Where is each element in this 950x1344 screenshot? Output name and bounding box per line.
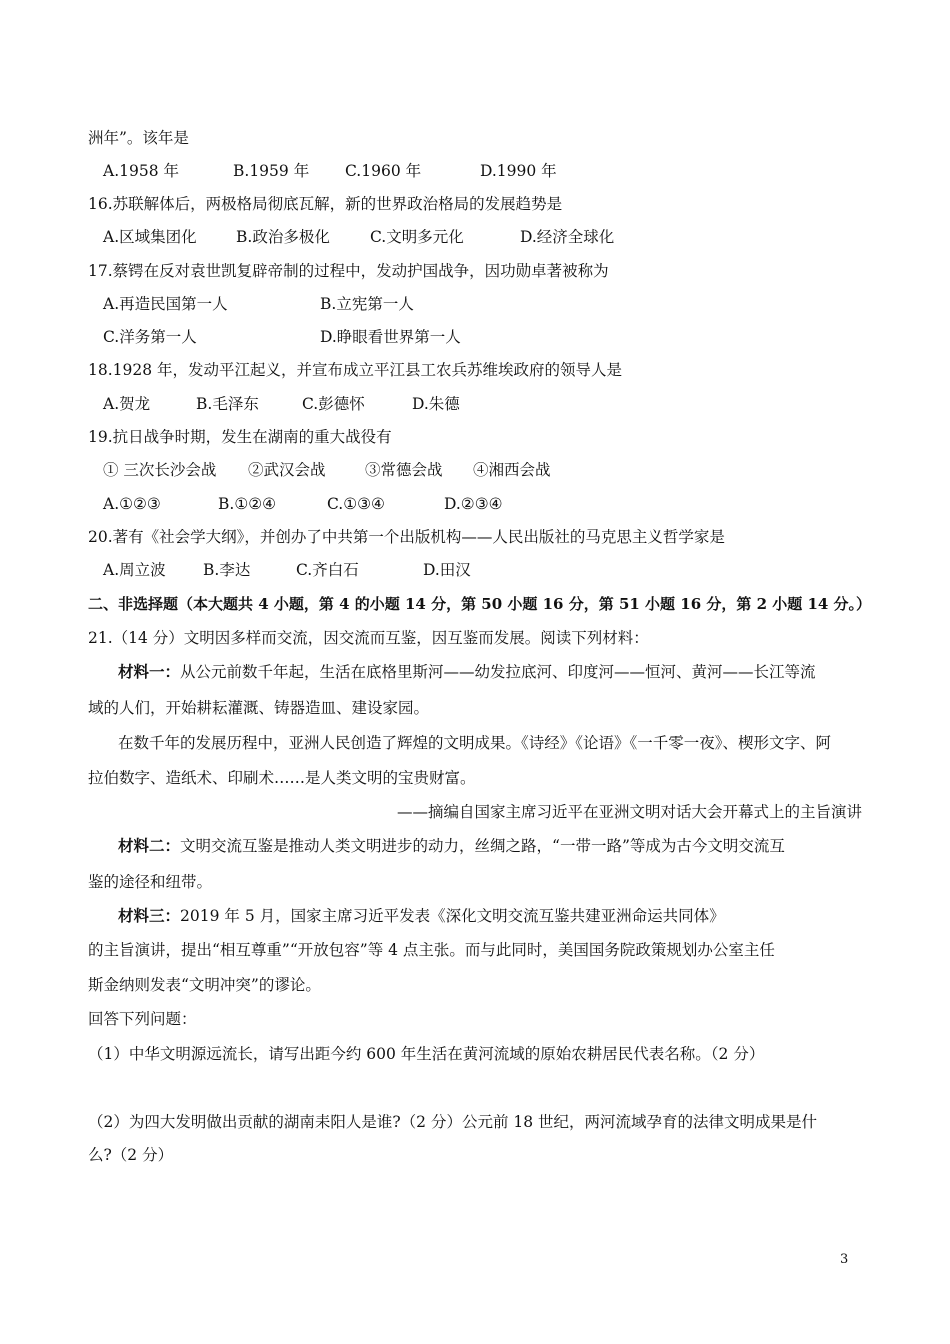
question-16: 16.苏联解体后，两极格局彻底瓦解，新的世界政治格局的发展趋势是 — [88, 195, 563, 213]
item: ②武汉会战 — [248, 461, 326, 479]
material-text: 2019 年 5 月，国家主席习近平发表《深化文明交流互鉴共建亚洲命运共同体》 — [180, 907, 725, 925]
material-1-line-4: 拉伯数字、造纸术、印刷术……是人类文明的宝贵财富。 — [88, 769, 476, 787]
q19-options — [103, 494, 503, 514]
material-1-line-3: 在数千年的发展历程中，亚洲人民创造了辉煌的文明成果。《诗经》《论语》《一千零一夜》、楔形文字、阿 — [118, 734, 832, 752]
q15-options — [103, 161, 557, 181]
option: A.再造民国第一人 — [103, 295, 228, 313]
option: C.齐白石 — [296, 561, 359, 579]
option: C.文明多元化 — [370, 228, 464, 246]
question-19: 19.抗日战争时期，发生在湖南的重大战役有 — [88, 428, 392, 446]
material-1-line-2: 域的人们，开始耕耘灌溉、铸器造皿、建设家园。 — [88, 699, 430, 717]
material-2-line-2: 鉴的途径和纽带。 — [88, 873, 213, 891]
option: C.洋务第一人 — [103, 328, 197, 346]
option: D.②③④ — [444, 495, 503, 513]
answer-prompt: 回答下列问题： — [88, 1010, 197, 1028]
option: C.彭德怀 — [302, 395, 365, 413]
material-2-line-1 — [118, 836, 785, 856]
option: B.1959 年 — [233, 162, 310, 180]
item: ③常德会战 — [365, 461, 443, 479]
section-heading: 二、非选择题（本大题共 4 小题，第 4 的小题 14 分，第 50 小题 16 分，第 51 小题 16 分，第 2 小题 14 分。） — [88, 595, 872, 613]
question-17: 17.蔡锷在反对袁世凯复辟帝制的过程中，发动护国战争，因功勋卓著被称为 — [88, 262, 609, 280]
material-label: 材料一： — [118, 662, 181, 681]
q16-options — [103, 227, 614, 247]
sub-question-2-line-1: （2）为四大发明做出贡献的湖南耒阳人是谁?（2 分）公元前 18 世纪，两河流域孕育的法律文明成果是什 — [88, 1113, 818, 1131]
option: A.1958 年 — [103, 162, 179, 180]
option: D.田汉 — [423, 561, 471, 579]
material-3-line-3: 斯金纳则发表“文明冲突”的谬论。 — [88, 976, 321, 994]
material-label: 材料三： — [118, 906, 181, 925]
option: D.1990 年 — [480, 162, 557, 180]
q20-options — [103, 560, 471, 580]
option: D.经济全球化 — [520, 228, 615, 246]
option: A.周立波 — [103, 561, 166, 579]
q17-options-b — [103, 327, 461, 347]
sub-question-2-line-2: 么?（2 分） — [88, 1146, 174, 1164]
text-line: 洲年”。该年是 — [88, 129, 189, 147]
option: A.①②③ — [103, 495, 161, 513]
q18-options — [103, 394, 460, 414]
option: D.睁眼看世界第一人 — [320, 328, 461, 346]
material-3-line-1 — [118, 906, 725, 926]
option: D.朱德 — [412, 395, 460, 413]
option: A.贺龙 — [103, 395, 151, 413]
option: B.政治多极化 — [236, 228, 330, 246]
question-18: 18.1928 年，发动平江起义，并宣布成立平江县工农兵苏维埃政府的领导人是 — [88, 361, 623, 379]
material-text: 文明交流互鉴是推动人类文明进步的动力，丝绸之路，“一带一路”等成为古今文明交流互 — [180, 837, 785, 855]
option: B.毛泽东 — [196, 395, 259, 413]
option: A.区域集团化 — [103, 228, 197, 246]
q19-items — [103, 460, 551, 480]
option: B.立宪第一人 — [320, 295, 414, 313]
material-1-line-1 — [118, 662, 816, 682]
material-label: 材料二： — [118, 836, 181, 855]
option: B.①②④ — [218, 495, 277, 513]
q17-options-a — [103, 294, 414, 314]
material-1-source: ——摘编自国家主席习近平在亚洲文明对话大会开幕式上的主旨演讲 — [396, 803, 862, 821]
option: B.李达 — [203, 561, 251, 579]
option: C.1960 年 — [345, 162, 422, 180]
material-text: 从公元前数千年起，生活在底格里斯河——幼发拉底河、印度河——恒河、黄河——长江等流 — [180, 663, 816, 681]
sub-question-1: （1）中华文明源远流长，请写出距今约 600 年生活在黄河流域的原始农耕居民代表名称。（2 分） — [88, 1045, 765, 1063]
item: ① 三次长沙会战 — [103, 461, 217, 479]
item: ④湘西会战 — [473, 461, 551, 479]
material-3-line-2: 的主旨演讲，提出“相互尊重”“开放包容”等 4 点主张。而与此同时，美国国务院政策规划办公室主任 — [88, 941, 775, 959]
page-number: 3 — [840, 1252, 849, 1267]
option: C.①③④ — [327, 495, 385, 513]
question-21: 21.（14 分）文明因多样而交流，因交流而互鉴，因互鉴而发展。阅读下列材料： — [88, 629, 649, 647]
question-20: 20.著有《社会学大纲》，并创办了中共第一个出版机构——人民出版社的马克思主义哲学家是 — [88, 528, 725, 546]
